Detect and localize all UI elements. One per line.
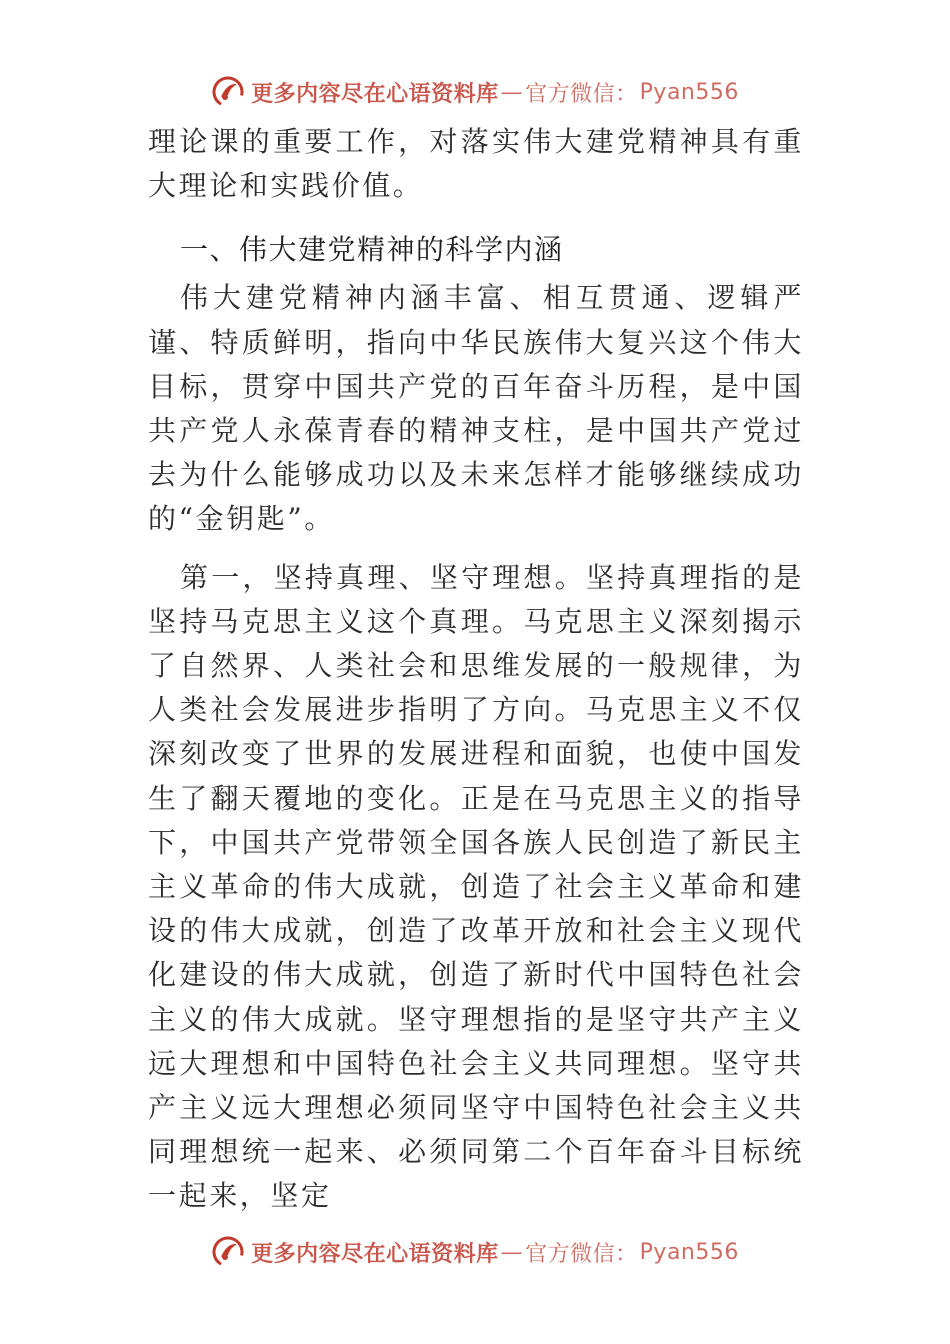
header-watermark	[0, 72, 950, 112]
footer-watermark	[0, 1232, 950, 1272]
document-body	[148, 120, 804, 1219]
section-heading: 一、伟大建党精神的科学内涵	[180, 233, 564, 267]
watermark-official-label: 官方微信：	[525, 81, 638, 107]
paragraph-first-point: 第一，坚持真理、坚守理想。坚持真理指的是坚持马克思主义这个真理。马克思主义深刻揭示了自然界、人类社会和思维发展的一般规律，为人类社会发展进步指明了方向。马克思主义不仅深刻改变了世界的发展进程和面貌，也使中国发生了翻天覆地的变化。正是在马克思主义的指导下，中国共产党带领全国各族人民创造了新民主主义革命的伟大成就，创造了社会主义革命和建设的伟大成就，创造了改革开放和社会主义现代化建设的伟大成就，创造了新时代中国特色社会主义的伟大成就。坚守理想指的是坚守共产主义远大理想和中国特色社会主义共同理想。坚守共产主义远大理想必须同坚守中国特色社会主义共同理想统一起来、必须同第二个百年奋斗目标统一起来，坚定	[148, 560, 804, 1213]
watermark-separator: —	[500, 1239, 524, 1265]
watermark-brand: 更多内容尽在心语资料库	[251, 80, 499, 107]
paragraph-intro: 伟大建党精神内涵丰富、相互贯通、逻辑严谨、特质鲜明，指向中华民族伟大复兴这个伟大目标，贯穿中国共产党的百年奋斗历程，是中国共产党人永葆青春的精神支柱，是中国共产党过去为什么能够成功以及未来怎样才能够继续成功的“金钥匙”。	[148, 281, 804, 536]
watermark-account: Pyan556	[639, 79, 739, 105]
brand-logo-icon	[211, 1235, 245, 1269]
watermark-separator: —	[500, 79, 524, 105]
watermark-account: Pyan556	[639, 1239, 739, 1265]
watermark-brand: 更多内容尽在心语资料库	[251, 1240, 499, 1267]
watermark-official-label: 官方微信：	[525, 1241, 638, 1267]
brand-logo-icon	[211, 75, 245, 109]
paragraph-continued: 理论课的重要工作，对落实伟大建党精神具有重大理论和实践价值。	[148, 125, 804, 203]
